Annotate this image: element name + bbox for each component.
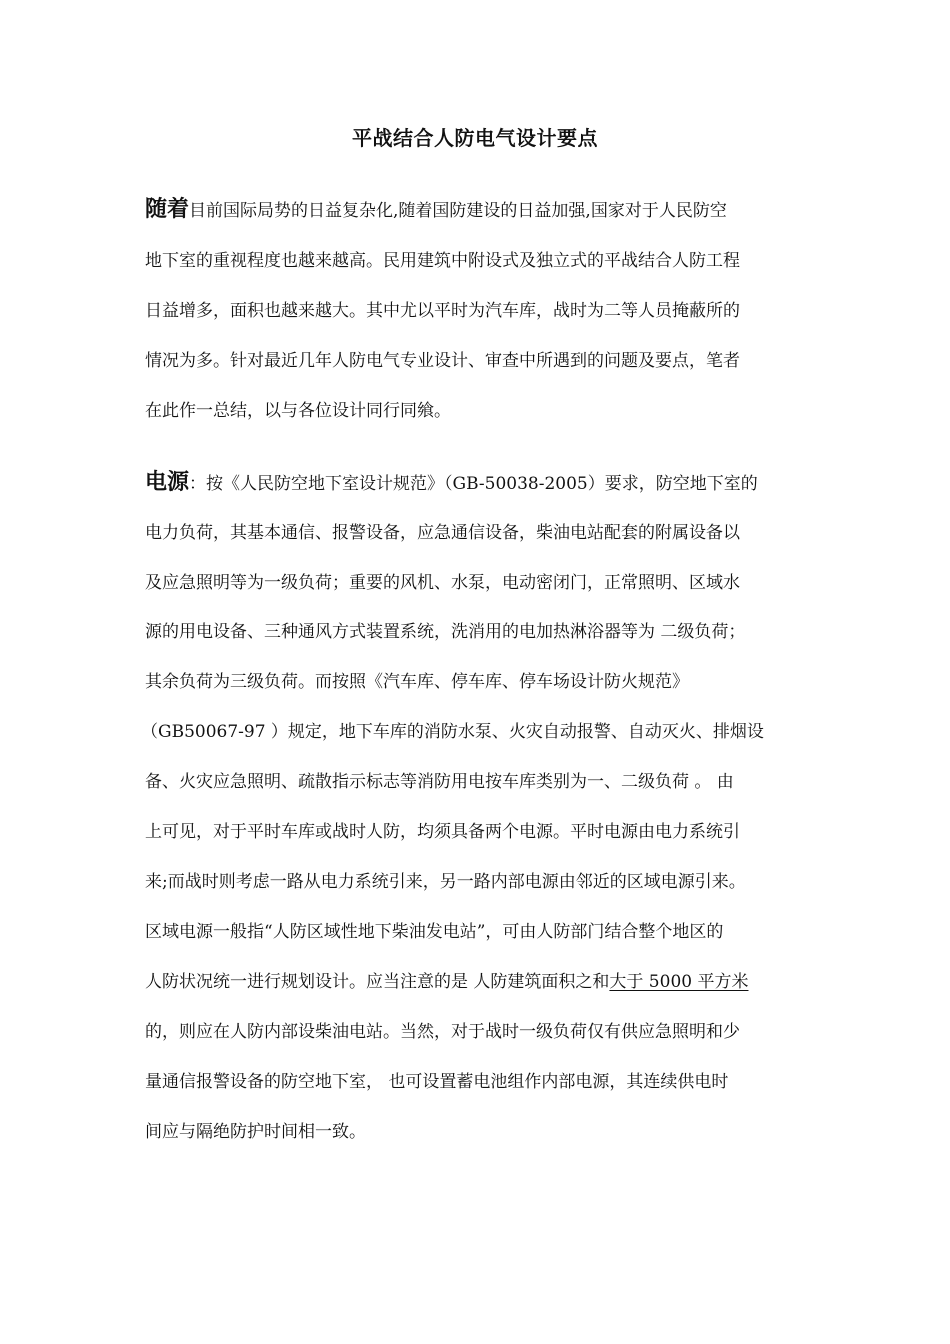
paragraph-text: ：按《人民防空地下室设计规范》（GB-50038-2005）要求，防空地下室的 [189,474,758,494]
paragraph-line: 备、火灾应急照明、疏散指示标志等消防用电按车库类别为一、二级负荷 。 由 [145,772,734,792]
underlined-text: 大于 5000 平方米 [609,972,749,992]
paragraph-line: 情况为多。针对最近几年人防电气专业设计、审查中所遇到的问题及要点，笔者 [145,351,740,371]
paragraph-line: 量通信报警设备的防空地下室， 也可设置蓄电池组作内部电源，其连续供电时 [145,1072,729,1092]
paragraph-line: 及应急照明等为一级负荷；重要的风机、水泵，电动密闭门，正常照明、区域水 [145,573,740,593]
paragraph-line: 电力负荷，其基本通信、报警设备，应急通信设备，柴油电站配套的附属设备以 [145,523,740,543]
paragraph-line: 其余负荷为三级负荷。而按照《汽车库、停车库、停车场设计防火规范》 [145,672,689,692]
paragraph-line: 地下室的重视程度也越来越高。民用建筑中附设式及独立式的平战结合人防工程 [145,251,740,271]
paragraph-line: 在此作一总结，以与各位设计同行同飨。 [145,401,451,421]
paragraph-line [145,471,758,496]
paragraph-text: 人防状况统一进行规划设计。应当注意的是 人防建筑面积之和 [145,972,610,992]
paragraph-line: 上可见，对于平时车库或战时人防，均须具备两个电源。平时电源由电力系统引 [145,822,740,842]
paragraph-line [145,970,748,994]
paragraph-text: 目前国际局势的日益复杂化,随着国防建设的日益加强,国家对于人民防空 [189,201,727,221]
paragraph-line: （GB50067-97 ）规定，地下车库的消防水泵、火灾自动报警、自动灭火、排烟设 [141,722,764,742]
paragraph-line: 来;而战时则考虑一路从电力系统引来，另一路内部电源由邻近的区域电源引来。 [145,872,746,892]
paragraph-line [145,198,727,223]
section-lead-word: 电源 [145,470,190,495]
paragraph-line: 区域电源一般指“人防区域性地下柴油发电站”，可由人防部门结合整个地区的 [145,922,724,942]
paragraph-line: 间应与隔绝防护时间相一致。 [145,1122,366,1142]
paragraph-line: 的，则应在人防内部设柴油电站。当然，对于战时一级负荷仅有供应急照明和少 [145,1022,740,1042]
document-title: 平战结合人防电气设计要点 [352,126,598,150]
section-lead-word: 随着 [145,197,190,222]
paragraph-line: 日益增多，面积也越来越大。其中尤以平时为汽车库，战时为二等人员掩蔽所的 [145,301,740,321]
paragraph-line: 源的用电设备、三种通风方式装置系统，洗消用的电加热淋浴器等为 二级负荷； [145,622,746,642]
